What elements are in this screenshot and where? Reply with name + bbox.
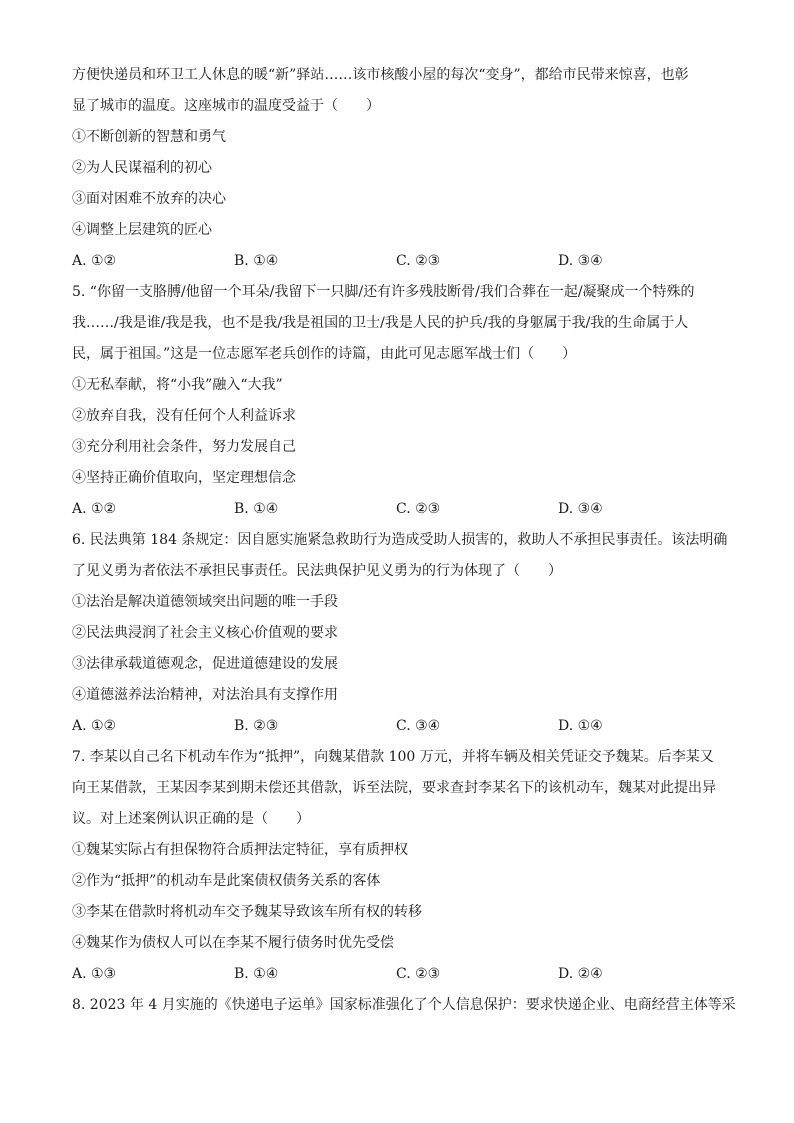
option-d: D. ①④ bbox=[558, 718, 603, 734]
statement-item: ④坚持正确价值取向，坚定理想信念 bbox=[72, 470, 296, 486]
question-4 bbox=[72, 60, 727, 277]
statement-item: ①魏某实际占有担保物符合质押法定特征，享有质押权 bbox=[72, 842, 408, 858]
statement-item: ③充分利用社会条件，努力发展自己 bbox=[72, 439, 296, 455]
question-stem: 8. 2023 年 4 月实施的《快递电子运单》国家标准强化了个人信息保护：要求快递企业、电商经营主体等采 bbox=[72, 997, 736, 1013]
question-7 bbox=[72, 742, 727, 990]
question-stem: 向王某借款，王某因李某到期未偿还其借款，诉至法院，要求查封李某名下的该机动车，魏某对此提出异 bbox=[72, 780, 716, 796]
option-b: B. ①④ bbox=[234, 253, 279, 269]
option-d: D. ③④ bbox=[558, 501, 603, 517]
question-6 bbox=[72, 525, 727, 742]
option-c: C. ②③ bbox=[396, 501, 441, 517]
document-page bbox=[72, 60, 736, 1021]
question-stem: 5. “你留一支胳膊/他留一个耳朵/我留下一只脚/还有许多残肢断骨/我们合葬在一起/凝聚成一个特殊的 bbox=[72, 284, 695, 300]
question-stem: 议。对上述案例认识正确的是（ ） bbox=[72, 811, 310, 827]
question-stem: 了见义勇为者依法不承担民事责任。民法典保护见义勇为的行为体现了（ ） bbox=[72, 563, 562, 579]
option-a: A. ①② bbox=[72, 253, 117, 269]
statement-item: ②民法典浸润了社会主义核心价值观的要求 bbox=[72, 625, 338, 641]
question-5 bbox=[72, 277, 727, 525]
option-b: B. ②③ bbox=[234, 718, 279, 734]
statement-item: ③李某在借款时将机动车交予魏某导致该车所有权的转移 bbox=[72, 904, 422, 920]
option-b: B. ①④ bbox=[234, 966, 279, 982]
answer-options bbox=[72, 711, 727, 742]
statement-item: ④道德滋养法治精神，对法治具有支撑作用 bbox=[72, 687, 338, 703]
statement-item: ③法律承载道德观念，促进道德建设的发展 bbox=[72, 656, 338, 672]
statement-item: ③面对困难不放弃的决心 bbox=[72, 191, 226, 207]
question-stem: 我……/我是谁/我是我，也不是我/我是祖国的卫士/我是人民的护兵/我的身躯属于我/我的生命属于人 bbox=[72, 315, 689, 331]
statement-item: ①法治是解决道德领域突出问题的唯一手段 bbox=[72, 594, 338, 610]
option-c: C. ③④ bbox=[396, 718, 441, 734]
option-a: A. ①② bbox=[72, 501, 117, 517]
answer-options bbox=[72, 494, 727, 525]
option-a: A. ①③ bbox=[72, 966, 117, 982]
statement-item: ②为人民谋福利的初心 bbox=[72, 160, 212, 176]
statement-item: ②放弃自我，没有任何个人利益诉求 bbox=[72, 408, 296, 424]
question-8 bbox=[72, 990, 736, 1021]
option-c: C. ②③ bbox=[396, 253, 441, 269]
answer-options bbox=[72, 246, 727, 277]
statement-item: ②作为“抵押”的机动车是此案债权债务关系的客体 bbox=[72, 873, 381, 889]
option-d: D. ②④ bbox=[558, 966, 603, 982]
option-b: B. ①④ bbox=[234, 501, 279, 517]
answer-options bbox=[72, 959, 727, 990]
question-stem: 方便快递员和环卫工人休息的暖“新”驿站……该市核酸小屋的每次“变身”，都给市民带来惊喜，也彰 bbox=[72, 67, 689, 83]
statement-item: ④魏某作为债权人可以在李某不履行债务时优先受偿 bbox=[72, 935, 394, 951]
option-a: A. ①② bbox=[72, 718, 117, 734]
question-stem: 7. 李某以自己名下机动车作为“抵押”，向魏某借款 100 万元，并将车辆及相关凭证交予魏某。后李某又 bbox=[72, 749, 714, 765]
question-stem: 显了城市的温度。这座城市的温度受益于（ ） bbox=[72, 98, 380, 114]
statement-item: ④调整上层建筑的匠心 bbox=[72, 222, 212, 238]
question-stem: 民，属于祖国。”这是一位志愿军老兵创作的诗篇，由此可见志愿军战士们（ ） bbox=[72, 346, 577, 362]
question-stem: 6. 民法典第 184 条规定：因自愿实施紧急救助行为造成受助人损害的，救助人不承担民事责任。该法明确 bbox=[72, 532, 728, 548]
statement-item: ①无私奉献，将“小我”融入“大我” bbox=[72, 377, 283, 393]
option-c: C. ②③ bbox=[396, 966, 441, 982]
statement-item: ①不断创新的智慧和勇气 bbox=[72, 129, 226, 145]
option-d: D. ③④ bbox=[558, 253, 603, 269]
